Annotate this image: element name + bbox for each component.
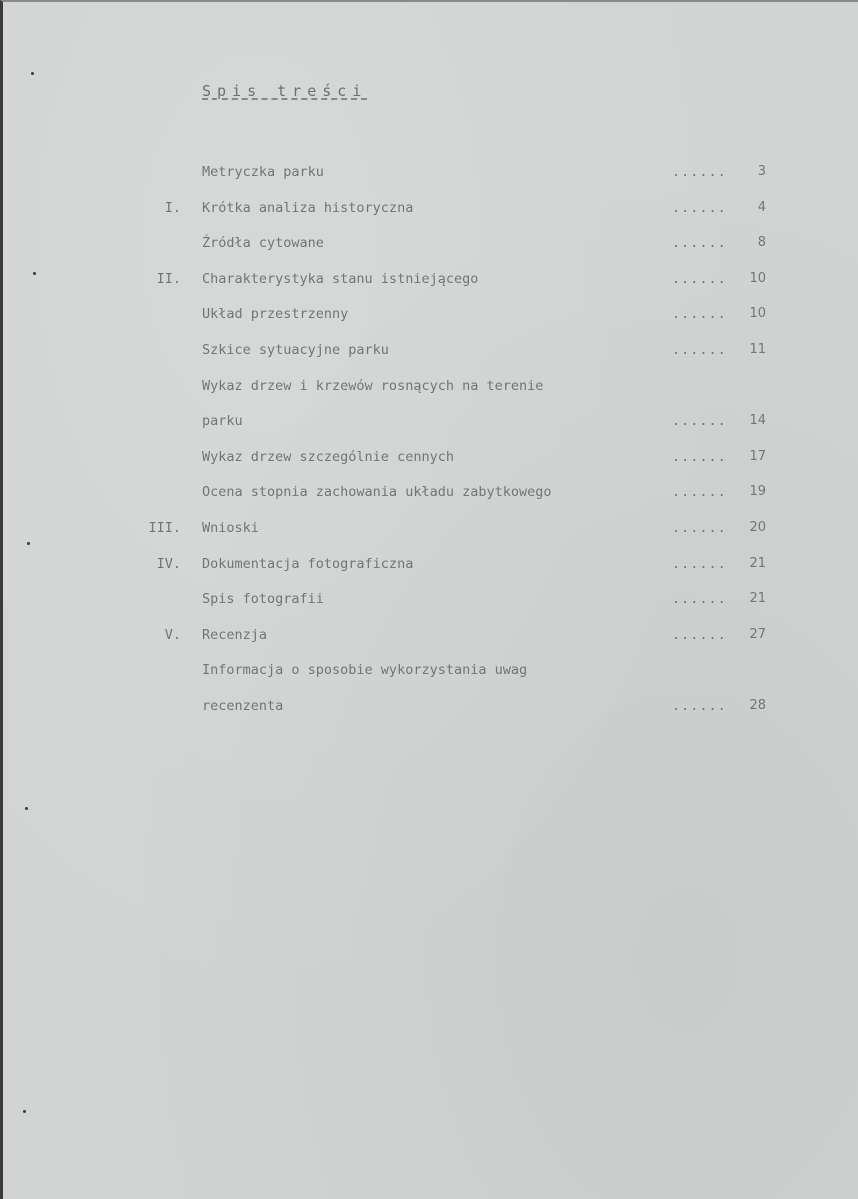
toc-entry-label: Dokumentacja fotograficzna <box>202 556 414 572</box>
toc-entry-leader-dots: ...... <box>672 200 727 216</box>
paper-speck <box>31 72 34 75</box>
toc-entry-leader-dots: ...... <box>672 164 727 180</box>
toc-entry-leader-dots: ...... <box>672 627 727 643</box>
toc-entry-page-number: 10 <box>749 306 766 321</box>
toc-entry-leader-dots: ...... <box>672 413 727 429</box>
toc-entry-label: Źródła cytowane <box>202 235 324 251</box>
toc-entry-leader-dots: ...... <box>672 449 727 465</box>
toc-entry-label: Spis fotografii <box>202 591 324 607</box>
toc-entry-label: Krótka analiza historyczna <box>202 200 414 216</box>
toc-entry-label: Recenzja <box>202 627 268 643</box>
toc-entry-label: Wykaz drzew szczególnie cennych <box>202 449 454 465</box>
toc-entry <box>3 698 858 720</box>
paper-speck <box>25 807 28 810</box>
toc-entry-page-number: 11 <box>749 342 766 357</box>
toc-entry <box>3 306 858 328</box>
toc-entry-number: III. <box>148 520 181 536</box>
toc-entry-page-number: 20 <box>749 520 766 535</box>
toc-entry-page-number: 27 <box>749 627 766 642</box>
toc-entry-label: Metryczka parku <box>202 164 324 180</box>
toc-entry-leader-dots: ...... <box>672 342 727 358</box>
paper-speck <box>27 542 30 545</box>
toc-entry-page-number: 17 <box>749 449 766 464</box>
toc-entry-leader-dots: ...... <box>672 698 727 714</box>
toc-entry-number: I. <box>164 200 181 216</box>
toc-entry <box>3 662 858 684</box>
toc-entry-label: Ocena stopnia zachowania układu zabytkowego <box>202 484 552 500</box>
toc-entry <box>3 413 858 435</box>
toc-entry <box>3 520 858 542</box>
toc-entry-label: Szkice sytuacyjne parku <box>202 342 389 358</box>
toc-entry-leader-dots: ...... <box>672 271 727 287</box>
toc-entry <box>3 591 858 613</box>
toc-entry <box>3 271 858 293</box>
toc-entry <box>3 484 858 506</box>
toc-entry <box>3 235 858 257</box>
toc-entry <box>3 627 858 649</box>
toc-entry <box>3 164 858 186</box>
toc-entry-number: II. <box>156 271 181 287</box>
toc-entry-page-number: 4 <box>757 200 766 215</box>
toc-entry-label: Wykaz drzew i krzewów rosnących na terenie <box>202 378 544 394</box>
toc-entry-label: Informacja o sposobie wykorzystania uwag <box>202 662 528 678</box>
toc-entry <box>3 556 858 578</box>
toc-entry-leader-dots: ...... <box>672 520 727 536</box>
toc-entry-leader-dots: ...... <box>672 484 727 500</box>
paper-speck <box>23 1110 26 1113</box>
toc-entry-label: Układ przestrzenny <box>202 306 349 322</box>
toc-entry-label: parku <box>202 413 243 429</box>
toc-entry-leader-dots: ...... <box>672 591 727 607</box>
toc-entry-page-number: 3 <box>757 164 766 179</box>
toc-entry-page-number: 28 <box>749 698 766 713</box>
toc-entry-page-number: 21 <box>749 591 766 606</box>
toc-title: Spis treści <box>202 82 368 100</box>
toc-entry-page-number: 14 <box>749 413 766 428</box>
toc-entry-number: IV. <box>156 556 181 572</box>
toc-entry-page-number: 10 <box>749 271 766 286</box>
toc-entry <box>3 378 858 400</box>
toc-entry-leader-dots: ...... <box>672 556 727 572</box>
toc-entry-label: Charakterystyka stanu istniejącego <box>202 271 479 287</box>
toc-entry <box>3 449 858 471</box>
toc-entry <box>3 342 858 364</box>
toc-entry-leader-dots: ...... <box>672 235 727 251</box>
toc-entry-number: V. <box>164 627 181 643</box>
toc-entry-page-number: 21 <box>749 556 766 571</box>
toc-entry-page-number: 8 <box>757 235 766 250</box>
toc-entry-label: recenzenta <box>202 698 284 714</box>
toc-entry <box>3 200 858 222</box>
toc-entry-label: Wnioski <box>202 520 259 536</box>
toc-entry-leader-dots: ...... <box>672 306 727 322</box>
toc-entry-page-number: 19 <box>749 484 766 499</box>
